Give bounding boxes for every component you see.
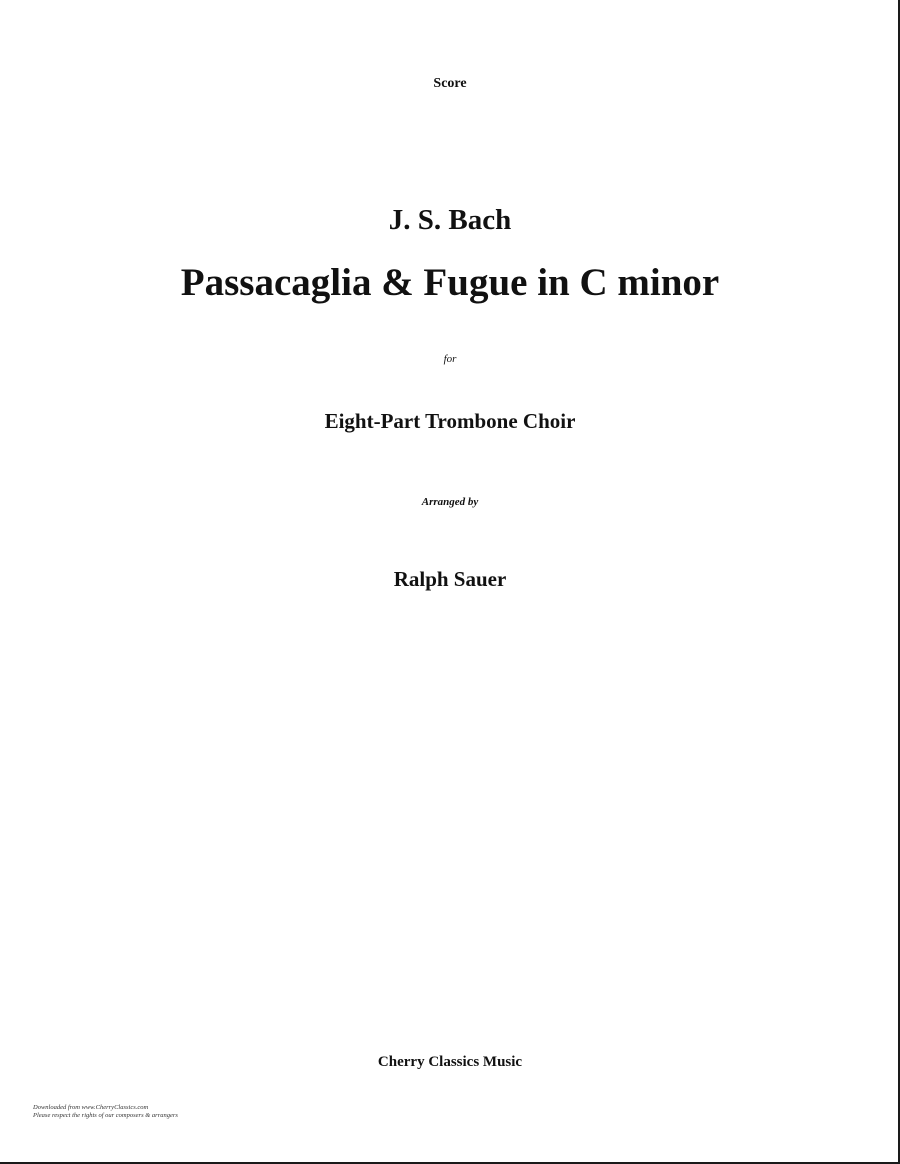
ensemble-name: Eight-Part Trombone Choir: [324, 409, 576, 433]
footnote: [33, 1104, 178, 1120]
download-note: Downloaded from www.CherryClassics.com: [33, 1104, 149, 1111]
score-label: Score: [433, 76, 467, 91]
arranged-by-label: Arranged by: [421, 496, 479, 508]
publisher-name: Cherry Classics Music: [377, 1054, 523, 1070]
rights-note: Please respect the rights of our composers & arrangers: [33, 1112, 178, 1119]
for-label: for: [443, 353, 457, 365]
arranger-name: Ralph Sauer: [393, 567, 507, 591]
composer-name: J. S. Bach: [388, 204, 512, 236]
work-title: Passacaglia & Fugue in C minor: [180, 261, 720, 304]
